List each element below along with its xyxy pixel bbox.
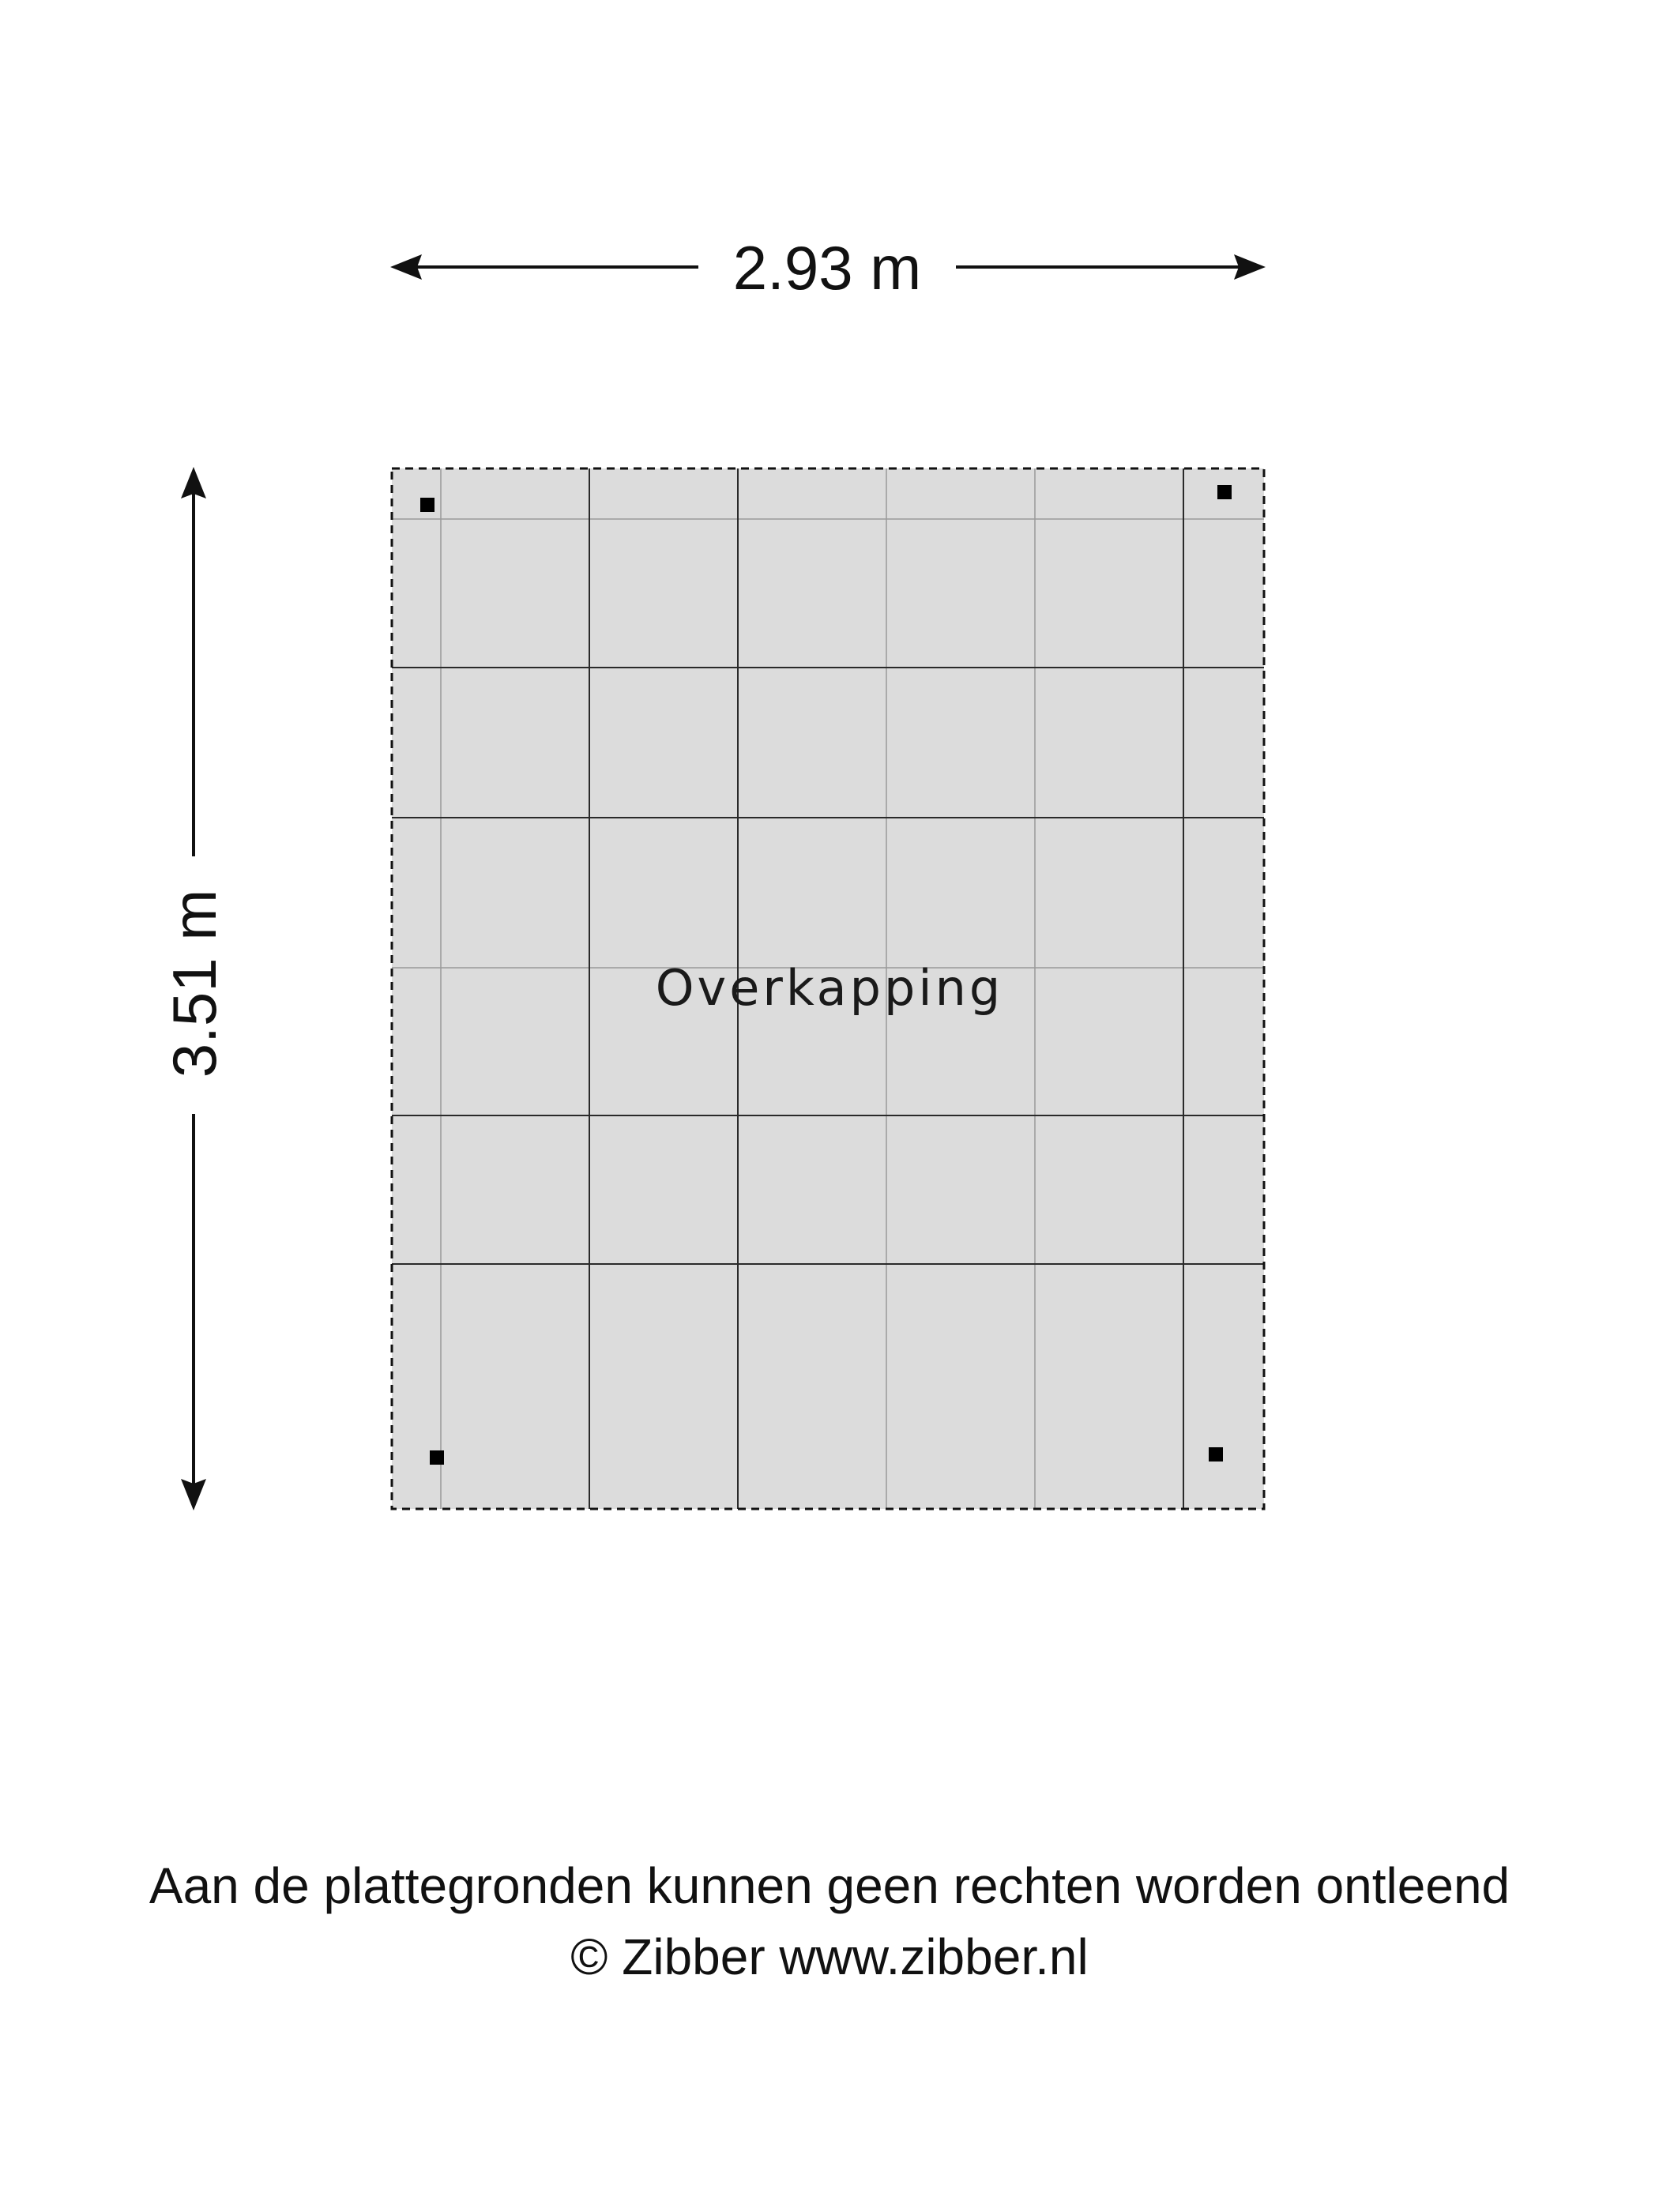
post-top-right [1217, 485, 1232, 499]
post-bottom-right [1209, 1447, 1223, 1462]
width-dimension [390, 233, 1266, 303]
arrowhead-right-icon [1234, 254, 1266, 280]
disclaimer-text: Aan de plattegronden kunnen geen rechten worden ontleend [149, 1857, 1510, 1914]
room-overkapping [392, 468, 1264, 1509]
depth-dimension-label: 3.51 m [160, 889, 229, 1078]
post-bottom-left [430, 1450, 444, 1465]
arrowhead-left-icon [390, 254, 422, 280]
copyright-text: © Zibber www.zibber.nl [570, 1928, 1089, 1985]
depth-dimension [160, 467, 229, 1510]
arrowhead-up-icon [181, 467, 206, 498]
post-top-left [420, 498, 434, 512]
width-dimension-label: 2.93 m [732, 233, 922, 303]
room-label: Overkapping [655, 959, 1004, 1017]
arrowhead-down-icon [181, 1479, 206, 1510]
